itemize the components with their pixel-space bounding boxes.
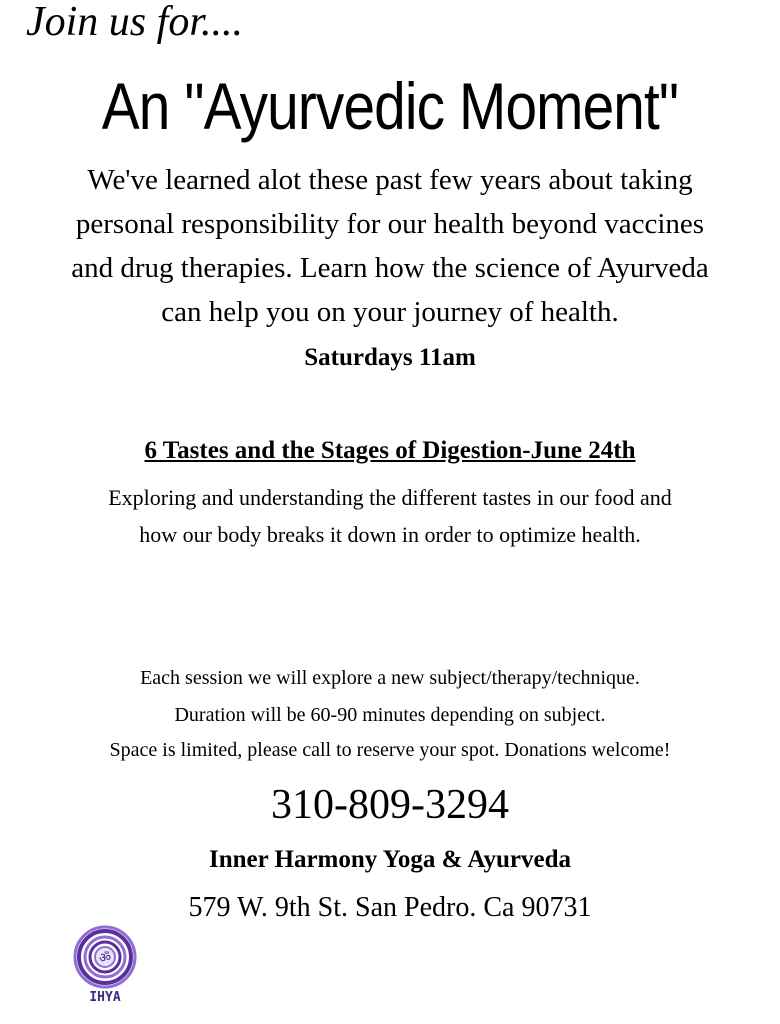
info-line-3: Space is limited, please call to reserve your spot. Donations welcome! bbox=[109, 739, 671, 761]
body-line-2: personal responsibility for our health beyond vaccines bbox=[75, 208, 705, 240]
schedule: Saturdays 11am bbox=[304, 344, 476, 371]
session-description-line-1: Exploring and understanding the different tastes in our food and bbox=[108, 485, 672, 510]
ihya-logo bbox=[70, 925, 140, 1005]
address: 579 W. 9th St. San Pedro. Ca 90731 bbox=[188, 892, 592, 923]
session-title: 6 Tastes and the Stages of Digestion-June 24th bbox=[144, 437, 636, 464]
info-line-2: Duration will be 60-90 minutes depending on subject. bbox=[174, 704, 606, 726]
svg-text:ॐ: ॐ bbox=[99, 951, 111, 966]
body-line-4: can help you on your journey of health. bbox=[161, 296, 619, 328]
headline: An "Ayurvedic Moment" bbox=[101, 69, 679, 143]
session-description-line-2: how our body breaks it down in order to optimize health. bbox=[139, 522, 641, 547]
intro-text: Join us for.... bbox=[26, 0, 244, 45]
body-line-3: and drug therapies. Learn how the science of Ayurveda bbox=[71, 252, 709, 284]
info-line-1: Each session we will explore a new subject/therapy/technique. bbox=[140, 667, 640, 689]
body-line-1: We've learned alot these past few years about taking bbox=[87, 164, 693, 196]
spiral-om-logo-icon bbox=[70, 925, 140, 1005]
logo-text: IHYA bbox=[89, 990, 121, 1005]
studio-name: Inner Harmony Yoga & Ayurveda bbox=[208, 846, 572, 873]
phone-number: 310-809-3294 bbox=[271, 782, 509, 828]
